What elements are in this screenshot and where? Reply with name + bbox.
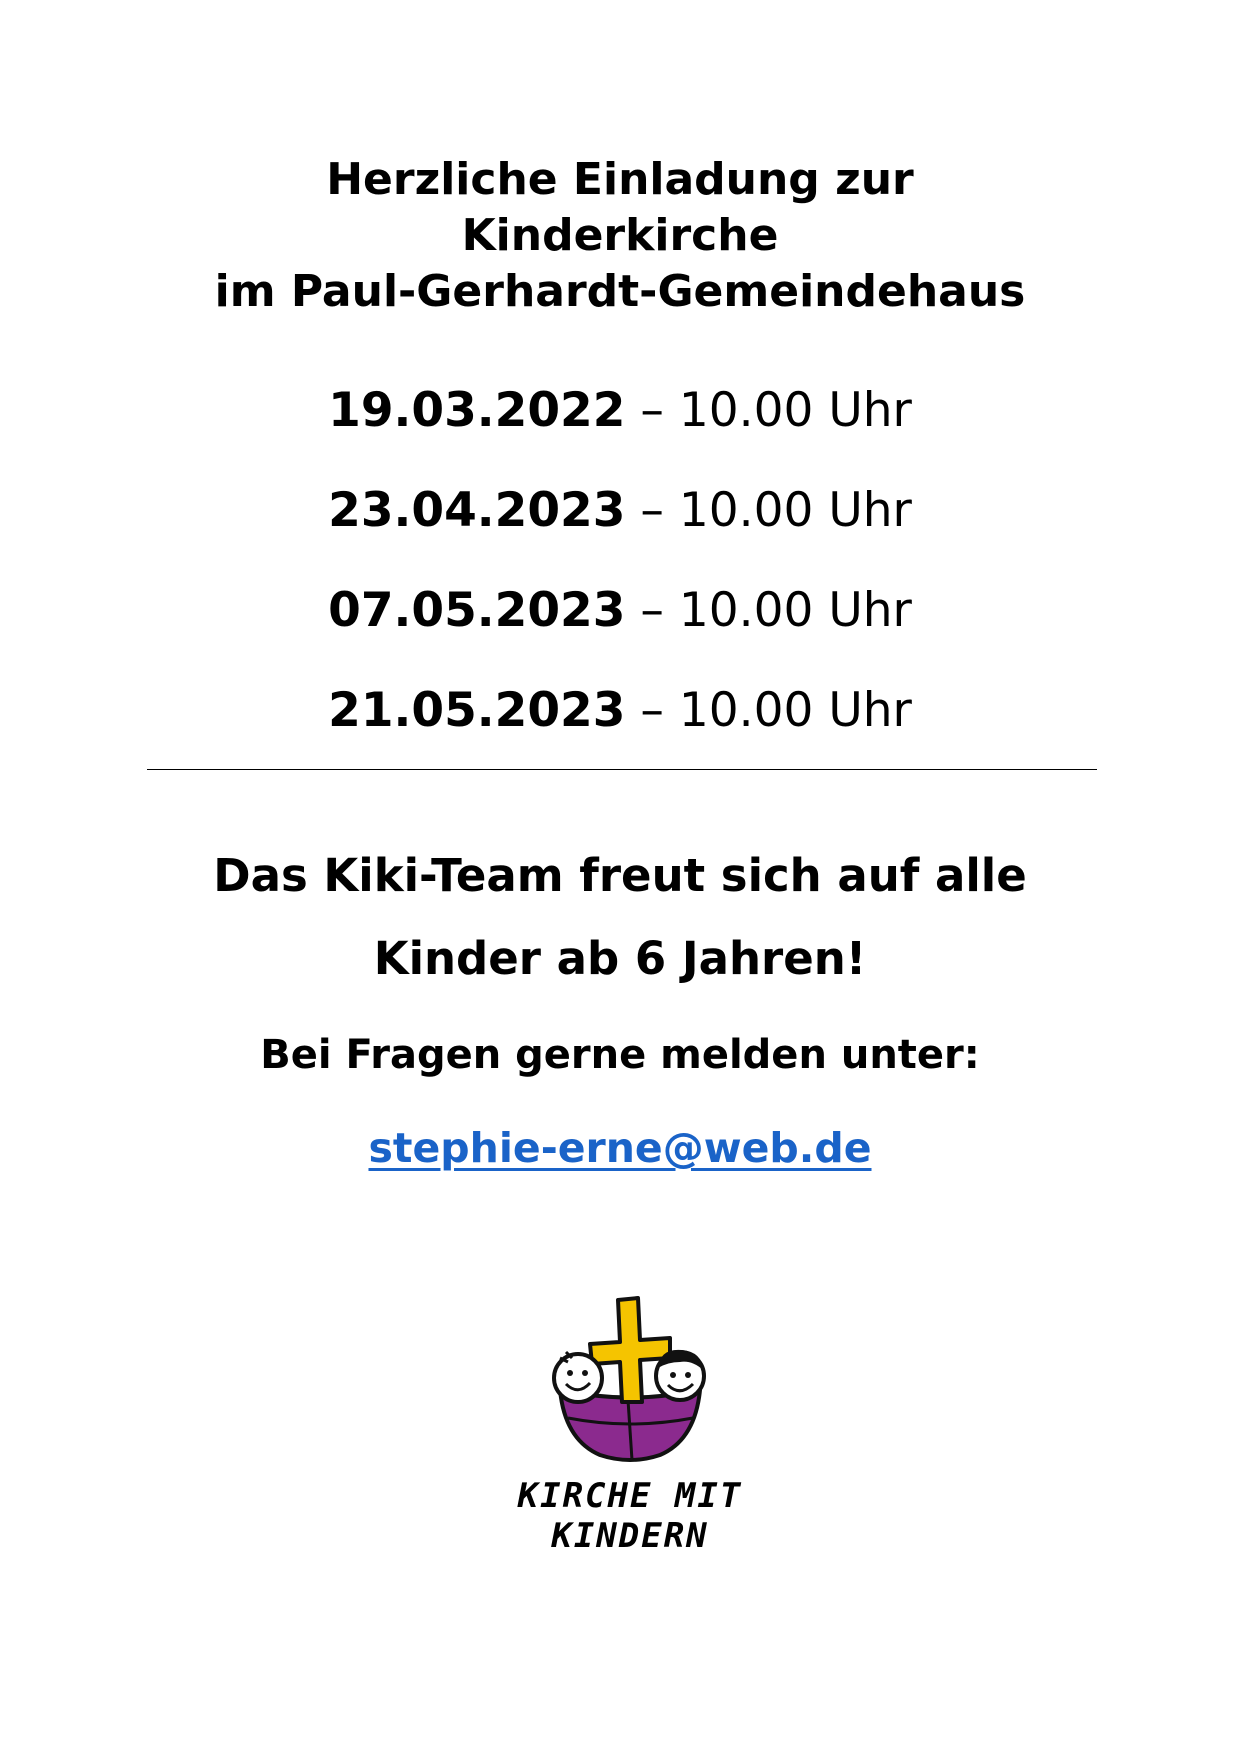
email-container [0,1124,1240,1172]
horizontal-divider [147,769,1097,770]
heading-line-1: Herzliche Einladung zur [326,154,914,205]
date-separator: – [625,483,679,538]
logo-text [495,1476,765,1556]
date-line [0,581,1240,641]
contact-label: Bei Fragen gerne melden unter: [260,1032,980,1078]
event-time: 10.00 Uhr [678,383,912,438]
date-separator: – [625,683,679,738]
event-date: 21.05.2023 [328,683,626,738]
date-line [0,481,1240,541]
email-link[interactable]: stephie-erne@web.de [368,1124,872,1172]
team-line-1: Das Kiki-Team freut sich auf alle [213,849,1027,902]
heading-line-2: Kinderkirche [461,210,779,261]
event-date: 23.04.2023 [328,483,626,538]
date-line [0,381,1240,441]
team-line-2: Kinder ab 6 Jahren! [373,932,867,985]
date-line [0,681,1240,741]
event-time: 10.00 Uhr [678,583,912,638]
kirche-mit-kindern-logo [510,1280,750,1580]
logo-text-line-2: KINDERN [551,1516,709,1556]
event-time: 10.00 Uhr [678,683,912,738]
date-separator: – [625,383,679,438]
logo-text-line-1: KIRCHE MIT [517,1476,743,1516]
event-date: 19.03.2022 [328,383,626,438]
date-separator: – [625,583,679,638]
invitation-heading [0,152,1240,320]
event-date: 07.05.2023 [328,583,626,638]
event-time: 10.00 Uhr [678,483,912,538]
heading-line-3: im Paul-Gerhardt-Gemeindehaus [214,266,1026,317]
